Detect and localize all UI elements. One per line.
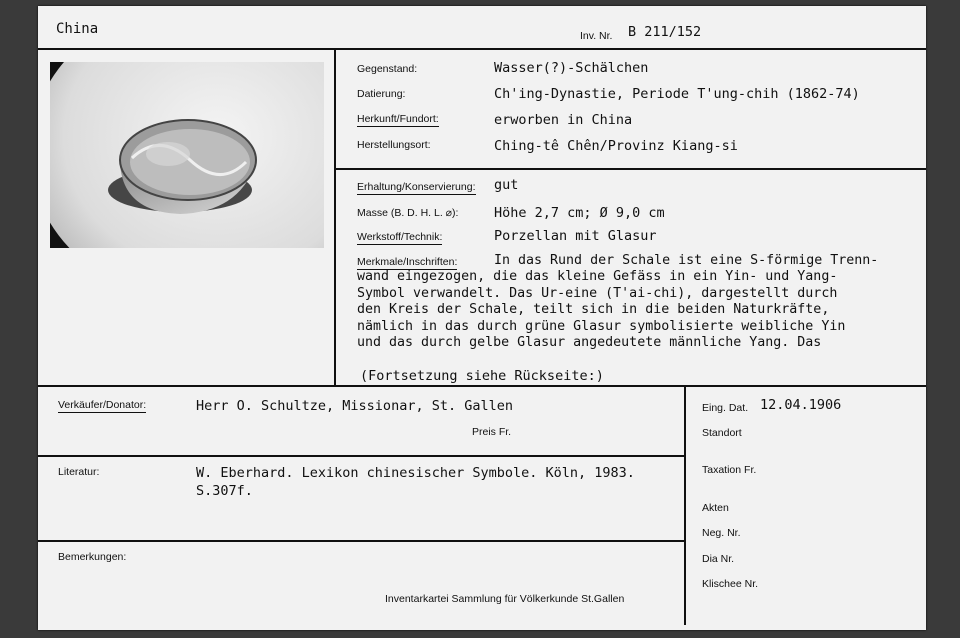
werkstoff-label: Werkstoff/Technik: <box>357 231 443 243</box>
merkmale-label: Merkmale/Inschriften: <box>357 256 458 268</box>
herkunft-label: Herkunft/Fundort: <box>357 113 439 125</box>
taxation-label: Taxation Fr. <box>702 464 757 476</box>
country-label: China <box>56 21 99 37</box>
literatur-line-1: W. Eberhard. Lexikon chinesischer Symbole. Köln, 1983. <box>196 465 635 481</box>
divider <box>38 385 926 387</box>
werkstoff-value: Porzellan mit Glasur <box>494 228 657 244</box>
erhaltung-value: gut <box>494 177 519 193</box>
standort-label: Standort <box>702 427 742 439</box>
eing-dat-label: Eing. Dat. <box>702 402 749 414</box>
merkmale-text <box>357 269 845 352</box>
masse-label: Masse (B. D. H. L. ⌀): <box>357 207 459 219</box>
divider <box>38 48 926 50</box>
merkmale-line: Symbol verwandelt. Das Ur-eine (T'ai-chi), dargestellt durch <box>357 285 838 301</box>
bemerkungen-label: Bemerkungen: <box>58 551 127 563</box>
merkmale-line: nämlich in das durch grüne Glasur symbolisierte weibliche Yin <box>357 318 846 334</box>
literatur-line-2: S.307f. <box>196 483 253 499</box>
dia-nr-label: Dia Nr. <box>702 553 735 565</box>
inv-number: B 211/152 <box>628 24 702 40</box>
divider <box>38 540 684 542</box>
herstellungsort-label: Herstellungsort: <box>357 139 431 151</box>
bowl-photo-image <box>50 62 324 248</box>
divider <box>684 385 686 625</box>
preis-label: Preis Fr. <box>472 426 512 438</box>
akten-label: Akten <box>702 502 729 514</box>
herkunft-value: erworben in China <box>494 112 633 128</box>
erhaltung-label: Erhaltung/Konservierung: <box>357 181 476 193</box>
merkmale-line: und das durch gelbe Glasur angedeutete männliche Yang. Das <box>357 335 822 350</box>
divider <box>334 168 926 170</box>
gegenstand-value: Wasser(?)-Schälchen <box>494 60 649 76</box>
divider <box>38 455 684 457</box>
object-photo <box>50 62 324 248</box>
klischee-nr-label: Klischee Nr. <box>702 578 759 590</box>
divider <box>334 48 336 386</box>
fortsetzung-note: (Fortsetzung siehe Rückseite:) <box>360 368 604 384</box>
inv-label: Inv. Nr. <box>580 30 613 42</box>
verkaeufer-value: Herr O. Schultze, Missionar, St. Gallen <box>196 398 513 414</box>
merkmale-line: den Kreis der Schale, teilt sich in die beiden Naturkräfte, <box>357 302 830 317</box>
merkmale-line-first: In das Rund der Schale ist eine S-förmige Trenn- <box>494 253 879 268</box>
literatur-label: Literatur: <box>58 466 100 478</box>
herstellungsort-value: Ching-tê Chên/Provinz Kiang-si <box>494 138 738 154</box>
verkaeufer-label: Verkäufer/Donator: <box>58 399 147 411</box>
neg-nr-label: Neg. Nr. <box>702 527 741 539</box>
datierung-label: Datierung: <box>357 88 406 100</box>
masse-value: Höhe 2,7 cm; Ø 9,0 cm <box>494 205 665 221</box>
merkmale-line: wand eingezogen, die das kleine Gefäss in ein Yin- und Yang- <box>357 269 838 284</box>
eing-dat-value: 12.04.1906 <box>760 397 842 413</box>
gegenstand-label: Gegenstand: <box>357 63 418 75</box>
datierung-value: Ch'ing-Dynastie, Periode T'ung-chih (1862-74) <box>494 86 860 102</box>
card-footer: Inventarkartei Sammlung für Völkerkunde St.Gallen <box>385 593 625 605</box>
